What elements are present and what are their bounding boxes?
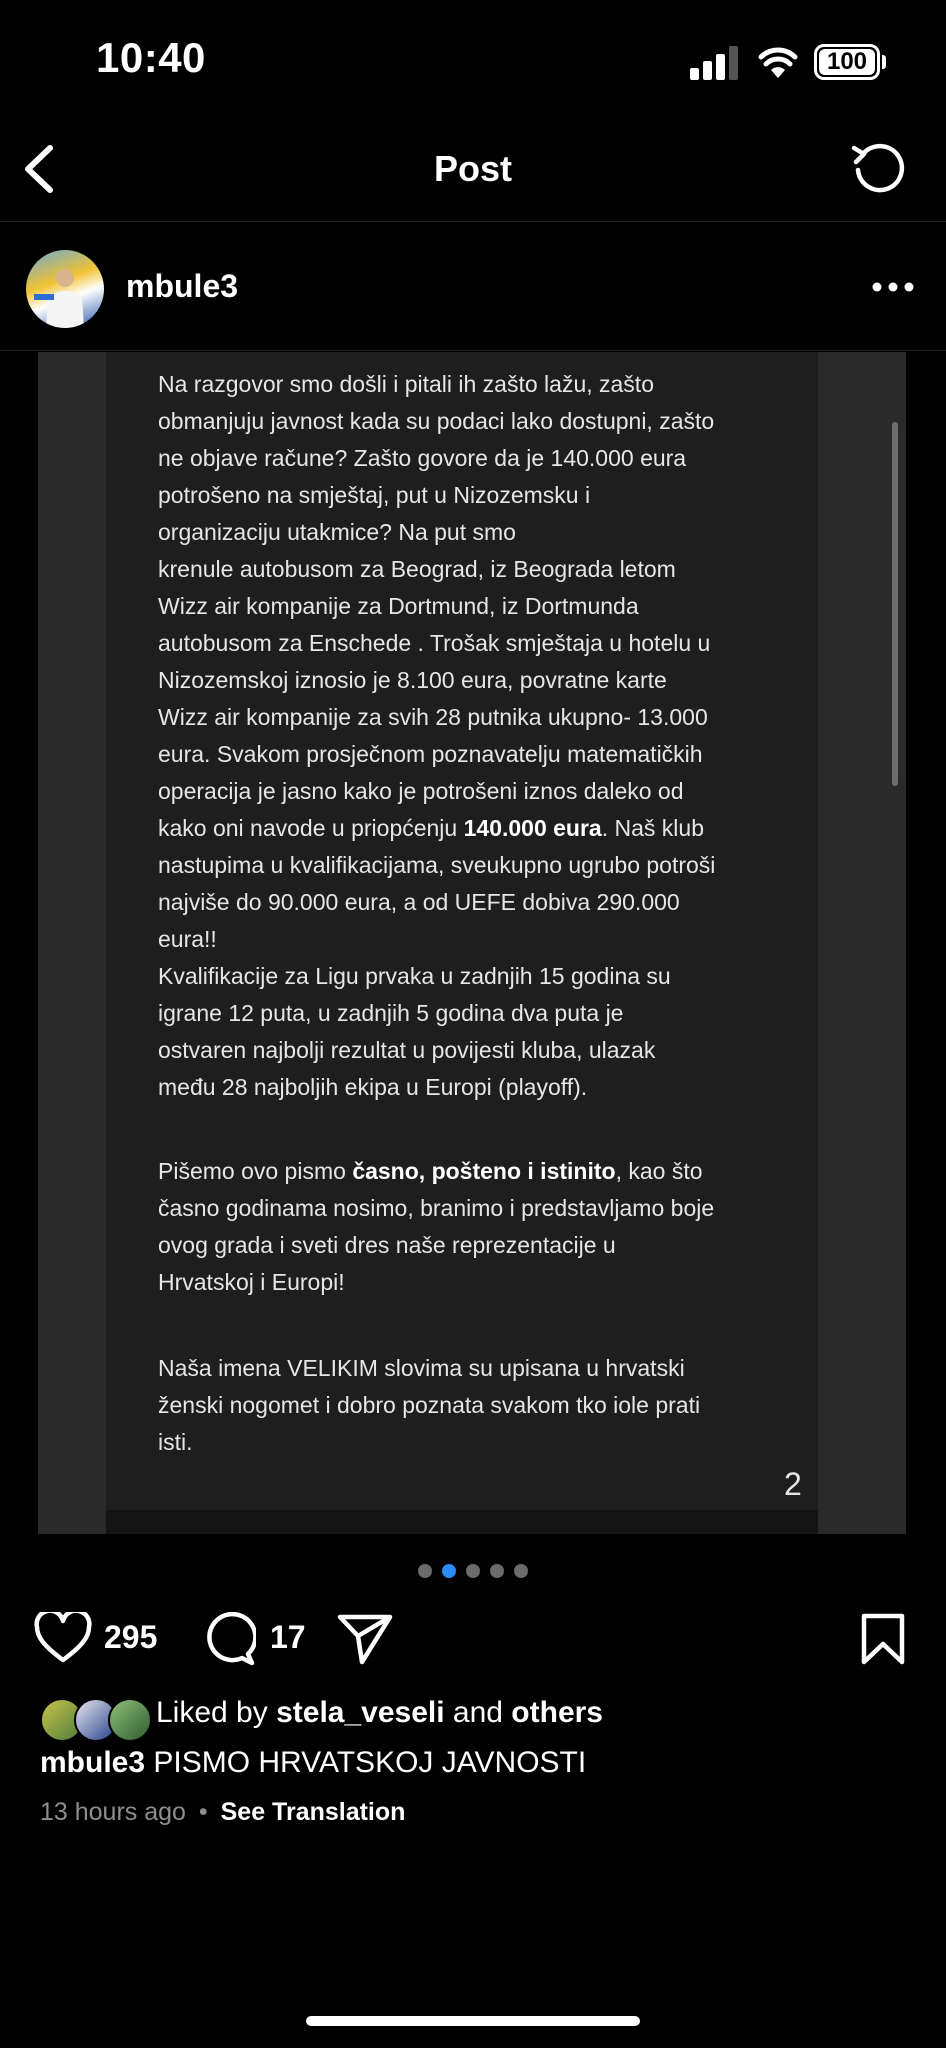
text-line: najviše do 90.000 eura, a od UEFE dobiva 290.000 (158, 889, 680, 915)
see-translation-link[interactable]: See Translation (220, 1798, 406, 1826)
carousel-indicator (0, 1564, 946, 1578)
nav-divider (0, 221, 946, 222)
text-line: Na razgovor smo došli i pitali ih zašto lažu, zašto (158, 371, 654, 397)
text-line: eura. Svakom prosječnom poznavatelju matematičkih (158, 741, 703, 767)
text-segment: , kao što (615, 1158, 703, 1184)
paragraph-gap (158, 1301, 798, 1338)
text-line: Kvalifikacije za Ligu prvaka u zadnjih 15 godina su (158, 963, 671, 989)
battery-icon (814, 44, 880, 80)
home-indicator[interactable] (306, 2016, 640, 2026)
time-ago: 13 hours ago (40, 1798, 186, 1826)
text-segment: . Naš klub (601, 815, 704, 841)
bold-phrase: časno, pošteno i istinito (352, 1158, 616, 1184)
document-bottom-edge (106, 1510, 818, 1534)
refresh-icon[interactable] (850, 140, 906, 196)
text-line: Nizozemskoj iznosio je 8.100 eura, povratne karte (158, 667, 667, 693)
caption (40, 1746, 586, 1780)
carousel-dot (514, 1564, 528, 1578)
text-line: Naša imena VELIKIM slovima su upisana u hrvatski (158, 1355, 685, 1381)
comments-count[interactable]: 17 (270, 1619, 306, 1655)
carousel-dot (466, 1564, 480, 1578)
text-line: ženski nogomet i dobro poznata svakom tko iole prati (158, 1392, 701, 1418)
text-segment: kako oni navode u priopćenju (158, 815, 464, 841)
status-time: 10:40 (96, 34, 206, 81)
text-line: Wizz air kompanije za svih 28 putnika ukupno- 13.000 (158, 704, 708, 730)
liker-avatar (108, 1698, 152, 1742)
liked-by-mid: and (444, 1696, 512, 1729)
text-line: organizaciju utakmice? Na put smo (158, 519, 516, 545)
text-line: nastupima u kvalifikacijama, sveukupno ugrubo potroši (158, 852, 716, 878)
page-number: 2 (784, 1466, 802, 1502)
carousel-dot (490, 1564, 504, 1578)
text-line: krenule autobusom za Beograd, iz Beograda letom (158, 556, 676, 582)
battery-nub (882, 55, 886, 69)
carousel-dot-active (442, 1564, 456, 1578)
text-line: časno godinama nosimo, branimo i predstavljamo boje (158, 1195, 715, 1221)
comment-icon[interactable] (202, 1612, 256, 1666)
liked-by-others[interactable]: others (511, 1696, 603, 1729)
liked-by-avatars[interactable] (40, 1698, 150, 1742)
text-line: isti. (158, 1429, 193, 1455)
text-line: potrošeno na smještaj, put u Nizozemsku i (158, 482, 591, 508)
text-line: eura!! (158, 926, 217, 952)
liked-by-user[interactable]: stela_veseli (276, 1696, 445, 1729)
text-line: među 28 najboljih ekipa u Europi (playoff). (158, 1074, 588, 1100)
battery-level: 100 (819, 49, 875, 75)
text-line: Hrvatskoj i Europi! (158, 1269, 345, 1295)
text-line: operacija je jasno kako je potrošeni iznos daleko od (158, 778, 684, 804)
document-text (158, 366, 798, 1461)
text-line: Wizz air kompanije za Dortmund, iz Dortmunda (158, 593, 639, 619)
caption-text: PISMO HRVATSKOJ JAVNOSTI (145, 1746, 587, 1779)
text-line: autobusom za Enschede . Trošak smještaja u hotelu u (158, 630, 711, 656)
bold-amount: 140.000 eura (463, 815, 602, 841)
text-line: ovog grada i sveti dres naše reprezentacije u (158, 1232, 616, 1258)
cellular-signal-icon (690, 46, 740, 80)
text-line: ostvaren najbolji rezultat u povijesti kluba, ulazak (158, 1037, 656, 1063)
text-line (158, 810, 798, 847)
likes-count[interactable]: 295 (104, 1619, 158, 1655)
post-username[interactable]: mbule3 (126, 268, 239, 304)
liked-by-prefix: Liked by (156, 1696, 277, 1729)
page-title: Post (433, 148, 512, 189)
liked-by-text[interactable] (156, 1696, 603, 1730)
avatar-figure-icon (26, 250, 104, 328)
text-segment: Pišemo ovo pismo (158, 1158, 353, 1184)
header-divider (0, 350, 946, 351)
caption-username[interactable]: mbule3 (40, 1746, 146, 1779)
text-line (158, 1153, 798, 1190)
post-image[interactable] (0, 352, 946, 1534)
post-meta (40, 1798, 405, 1827)
text-line: obmanjuju javnost kada su podaci lako dostupni, zašto (158, 408, 715, 434)
avatar[interactable] (26, 250, 104, 328)
more-options-icon[interactable] (872, 282, 914, 292)
document-scrollbar (892, 422, 898, 786)
wifi-icon (758, 44, 798, 80)
like-heart-icon[interactable] (34, 1612, 92, 1664)
carousel-dot (418, 1564, 432, 1578)
meta-separator: • (198, 1798, 208, 1826)
bookmark-icon[interactable] (860, 1612, 906, 1666)
paragraph-gap (158, 1106, 798, 1143)
text-line: ne objave račune? Zašto govore da je 140.000 eura (158, 445, 687, 471)
share-send-icon[interactable] (336, 1612, 394, 1666)
text-line: igrane 12 puta, u zadnjih 5 godina dva puta je (158, 1000, 624, 1026)
